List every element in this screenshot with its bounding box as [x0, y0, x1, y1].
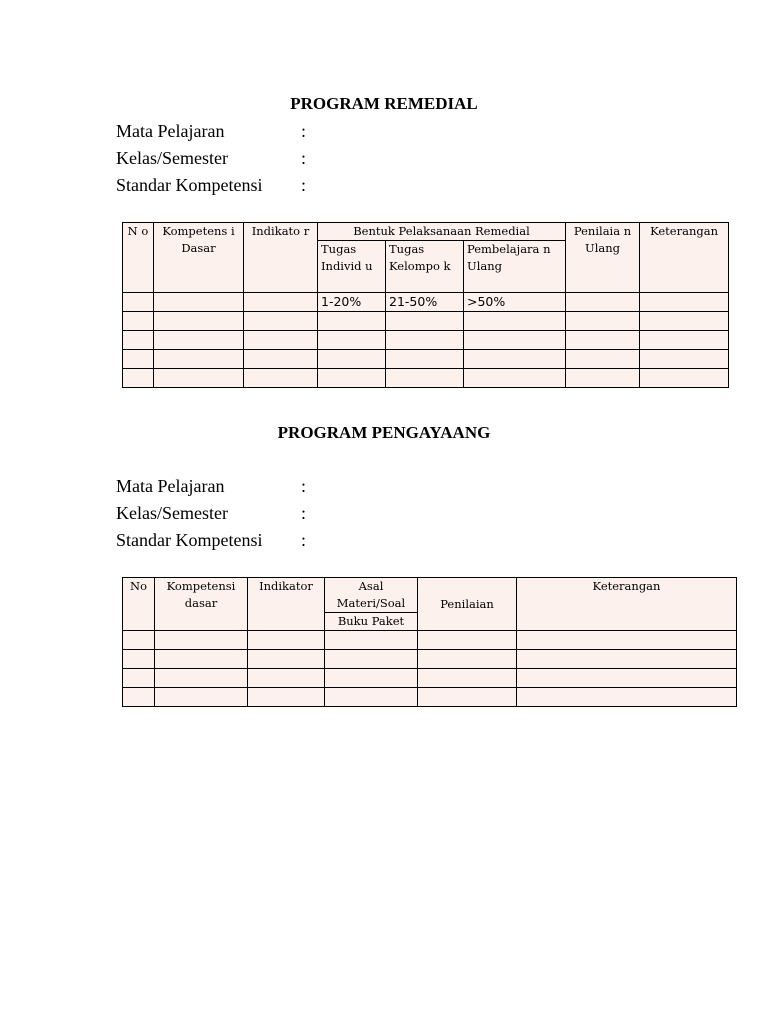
- table-row: [123, 331, 729, 350]
- field-kelas-semester: [116, 145, 307, 172]
- remedial-table: [122, 222, 729, 388]
- field-label: Kelas/Semester: [116, 148, 228, 168]
- table-row: [123, 688, 737, 707]
- field-kelas-semester: [116, 500, 307, 527]
- field-label: Kelas/Semester: [116, 503, 228, 523]
- header-bentuk-pelaksanaan: Bentuk Pelaksanaan Remedial: [318, 223, 566, 241]
- table-header-row: [123, 578, 737, 613]
- field-standar-kompetensi: [116, 172, 307, 199]
- field-label: Mata Pelajaran: [116, 121, 225, 141]
- field-colon: :: [301, 121, 307, 141]
- header-indikator: Indikato r: [244, 223, 318, 293]
- table-row: [123, 631, 737, 650]
- header-no: No: [123, 578, 155, 631]
- table-row: [123, 350, 729, 369]
- field-label: Standar Kompetensi: [116, 175, 263, 195]
- field-label: Mata Pelajaran: [116, 476, 225, 496]
- header-no: N o: [123, 223, 154, 293]
- table-row: [123, 650, 737, 669]
- table-header-row: [123, 223, 729, 241]
- table-row: [123, 669, 737, 688]
- percent-ulang: >50%: [464, 293, 566, 312]
- field-mata-pelajaran: [116, 118, 307, 145]
- field-colon: :: [301, 503, 307, 523]
- header-keterangan: Keterangan: [517, 578, 737, 631]
- header-penilaian-ulang: Penilaia n Ulang: [566, 223, 640, 293]
- field-mata-pelajaran: [116, 473, 307, 500]
- percent-individu: 1-20%: [318, 293, 386, 312]
- field-colon: :: [301, 175, 307, 195]
- remedial-meta: [116, 118, 307, 199]
- subheader-tugas-individu: Tugas Individ u: [318, 241, 386, 293]
- header-penilaian: Penilaian: [418, 578, 517, 631]
- field-standar-kompetensi: [116, 527, 307, 554]
- subheader-buku-paket: Buku Paket: [325, 613, 418, 631]
- field-colon: :: [301, 530, 307, 550]
- remedial-title: PROGRAM REMEDIAL: [290, 94, 478, 113]
- table-row: [123, 369, 729, 388]
- table-percent-row: [123, 293, 729, 312]
- field-colon: :: [301, 476, 307, 496]
- field-colon: :: [301, 148, 307, 168]
- header-indikator: Indikator: [248, 578, 325, 631]
- subheader-pembelajaran-ulang: Pembelajara n Ulang: [464, 241, 566, 293]
- header-asal-materi: Asal Materi/Soal: [325, 578, 418, 613]
- header-kompetensi-dasar: Kompetensi dasar: [155, 578, 248, 631]
- table-row: [123, 312, 729, 331]
- percent-kelompok: 21-50%: [386, 293, 464, 312]
- header-keterangan: Keterangan: [640, 223, 729, 293]
- pengayaan-title: PROGRAM PENGAYAANG: [277, 423, 491, 442]
- header-kompetensi-dasar: Kompetens i Dasar: [154, 223, 244, 293]
- field-label: Standar Kompetensi: [116, 530, 263, 550]
- pengayaan-meta: [116, 473, 307, 554]
- pengayaan-table: [122, 577, 737, 707]
- subheader-tugas-kelompok: Tugas Kelompo k: [386, 241, 464, 293]
